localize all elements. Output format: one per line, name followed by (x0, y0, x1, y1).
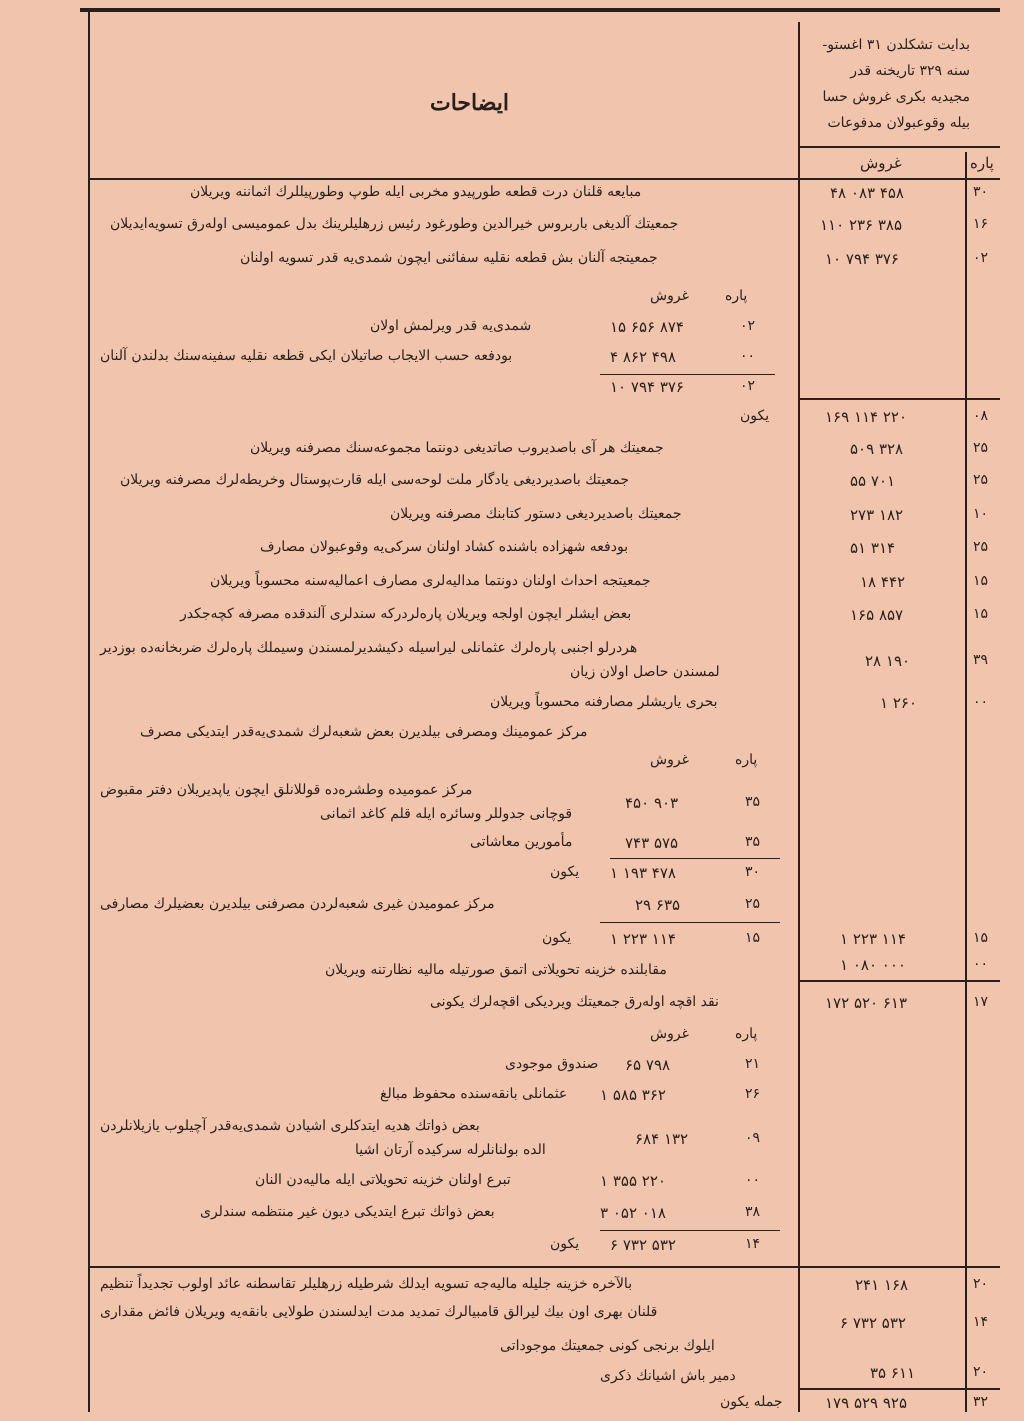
sub1-item-text-continued: قوچانی جدوللر وسائره ایله قلم کاغد اثمانی (320, 806, 573, 822)
row-para: ۱۵ (973, 573, 989, 589)
row-text: بحری یاریشلر مصارفنه محسوباً ویریلان (490, 694, 718, 710)
para-column-rule (965, 152, 967, 1412)
row-amount: ۵۱ ۳۱۴ (850, 539, 896, 557)
sub2-item-para: ۰۹ (745, 1130, 761, 1146)
row-amount: ۲۸ ۱۹۰ (865, 652, 911, 670)
row-para: ۰۲ (973, 250, 989, 266)
transfer-para: ۰۰ (973, 956, 989, 972)
sub1-rule (610, 858, 780, 859)
footer-text: بالآخره خزینه جلیله مالیه‌جه تسویه ایدلك شرطیله زرهلیلر تقاسطنه عائد اولوب تجدیداً تنظیم (100, 1276, 633, 1292)
sub2-item-text: بعض ذواتك هدیه ایتدکلری اشیادن شمدی‌یه‌قدر آچیلوب یازیلانلردن (100, 1118, 480, 1134)
body-top-rule (88, 178, 1000, 180)
sub1-item-kurus: ۷۴۳ ۵۷۵ (625, 834, 679, 852)
row-text: جمعیتجه آلنان بش قطعه نقلیه سفائنی ایچون شمدی‌یه قدر تسویه اولنان (240, 250, 658, 266)
sub-total-para: ۰۲ (740, 378, 756, 394)
row-para: ۰۸ (973, 408, 989, 424)
sub2-item-text: عثمانلی بانقه‌سنده محفوظ مبالغ (380, 1086, 568, 1102)
sub-item-para: ۰۲ (740, 318, 756, 334)
sub1-item-para: ۳۰ (745, 864, 761, 880)
cash-text: نقد اقچه اوله‌رق جمعیتك ویردیکی اقچه‌لرك یکونی (430, 994, 719, 1010)
sub-item-text: بودفعه حسب الایجاب صاتیلان ایکی قطعه نقلیه سفینه‌سنك بدلندن آلنان (100, 348, 513, 364)
row-text: جمعیتك هر آی باصدیروب صاتدیغی دونتما مجموعه‌سنك مصرفنه ویریلان (250, 440, 664, 456)
sub2-item-para: ۲۱ (745, 1056, 761, 1072)
row-amount: ۱۶۹ ۱۱۴ ۲۲۰ (825, 408, 908, 426)
sub1-item-text: مرکز عمومیدن غیری شعبه‌لردن مصرفنی بیلدیرن بعضیلرك مصارفی (100, 896, 495, 912)
row-text: جمعیتجه احداث اولنان دونتما مدالیه‌لری مصارف اعمالیه‌سنه محسوباً ویریلان (210, 573, 651, 589)
transfer-amount: ۱ ۰۸۰ ۰۰۰ (840, 956, 906, 974)
row-amount: ۵۵ ۷۰۱ (850, 472, 896, 490)
sub1-item-text: مرکز عمومیده وطشره‌ده قوللانلق ایچون یاپدیریلان دفتر مقبوض (100, 782, 473, 798)
sub1-total-para: ۱۵ (973, 930, 989, 946)
row-text-continued: لمسندن حاصل اولان زیان (570, 664, 720, 680)
footer-para: ۲۰ (973, 1364, 989, 1380)
subtotal-rule (798, 398, 1000, 400)
grand-total-label: جمله یکون (720, 1394, 783, 1410)
sub2-item-kurus: ۳ ۰۵۲ ۰۱۸ (600, 1204, 666, 1222)
page-title: ایضاحات (430, 90, 510, 116)
row-para: ۰۰ (973, 694, 989, 710)
sub2-col-kurus: غروش (650, 1026, 689, 1042)
header-rule (798, 146, 1000, 148)
sub2-item-kurus: ۱ ۳۵۵ ۲۲۰ (600, 1172, 666, 1190)
row-text: مبایعه قلنان درت قطعه طورپیدو مخربی ایله طوپ وطورپیللرك اثماننه ویریلان (190, 184, 642, 200)
sub1-item-para: ۱۵ (745, 930, 761, 946)
row-text: جمعیتك باصدیردیغی دستور کتابنك مصرفنه ویریلان (390, 506, 682, 522)
sub1-item-kurus: ۱ ۱۹۳ ۴۷۸ (610, 864, 676, 882)
sub2-item-kurus: ۶۵ ۷۹۸ (625, 1056, 671, 1074)
footer-para: ۱۴ (973, 1314, 989, 1330)
sub1-total-amount: ۱ ۲۲۳ ۱۱۴ (840, 930, 906, 948)
row-para: ۲۵ (973, 539, 989, 555)
sub1-rule-2 (600, 922, 780, 923)
sub1-col-para: پاره (735, 752, 758, 768)
footer-amount: ۲۴۱ ۱۶۸ (855, 1276, 909, 1294)
sub1-item-kurus: ۲۹ ۶۳۵ (635, 896, 681, 914)
sub-col-kurus-header: غروش (650, 288, 689, 304)
row-text: بودفعه شهزاده باشنده کشاد اولنان سرکی‌یه وقوعبولان مصارف (260, 539, 629, 555)
para-column-header: پاره (970, 154, 994, 172)
row-amount: ۵۰۹ ۳۲۸ (850, 440, 904, 458)
row-amount: ۲۷۳ ۱۸۲ (850, 506, 904, 524)
row-para: ۱۶ (973, 216, 989, 232)
grand-total-rule (798, 1388, 1000, 1390)
sub2-rule (600, 1230, 780, 1231)
row-amount: ۴۸ ۰۸۳ ۴۵۸ (830, 184, 904, 202)
row-amount: ۱۸ ۴۴۲ (860, 573, 906, 591)
row-amount: ۱ ۲۶۰ (880, 694, 917, 712)
row-text: جمعیتك آلدیغی باربروس خیرالدین وطورغود رئیس زرهلیلرینك بدل عمومیسی اوله‌رق تسویه‌ایدیلان (110, 216, 679, 232)
sub-total-rule (600, 374, 775, 375)
sub1-item-kurus: ۴۵۰ ۹۰۳ (625, 794, 679, 812)
sub1-total-label: یکون (542, 930, 572, 946)
cash-rule (798, 980, 1000, 982)
kurus-column-header: غروش (860, 154, 902, 172)
row-para: ۲۵ (973, 440, 989, 456)
sub-item-para: ۰۰ (740, 348, 756, 364)
row-text: بعض ایشلر ایچون اولجه ویریلان پاره‌لردرکه سندلری آلندقده مصرفه کچه‌جکدر (180, 606, 632, 622)
amount-header-line-3: مجیدیه بکری غروش حسا (822, 89, 970, 105)
left-margin-rule (88, 12, 90, 1412)
grand-total-para: ۳۲ (973, 1394, 989, 1410)
row-text: هردرلو اجنبی پاره‌لرك عثمانلی لیراسیله دکیشدیرلمسندن وسیملك پاره‌لرك ضربخانه‌ده بوزدیر (100, 640, 638, 656)
sub2-item-para: ۲۶ (745, 1086, 761, 1102)
row-amount: ۱۱۰ ۲۳۶ ۳۸۵ (820, 216, 903, 234)
grand-total-amount: ۱۷۹ ۵۲۹ ۹۲۵ (825, 1394, 908, 1412)
amount-header-line-1: بدایت تشکلدن ۳۱ اغستو- (822, 37, 970, 53)
sub1-item-para: ۲۵ (745, 896, 761, 912)
sub2-item-para: ۱۴ (745, 1236, 761, 1252)
sub2-total-label: یکون (550, 1236, 580, 1252)
footer-text: قلنان بهری اون بیك لیرالق قامبیالرك تمدید مدت ایدلسندن طولایی بانقه‌یه ویریلان فائض مقداری (100, 1304, 658, 1320)
sub1-col-kurus: غروش (650, 752, 689, 768)
row-para: ۱۵ (973, 606, 989, 622)
sub2-item-kurus: ۱ ۵۸۵ ۳۶۲ (600, 1086, 666, 1104)
sub2-item-kurus: ۶ ۷۳۲ ۵۳۲ (610, 1236, 676, 1254)
amount-column-rule (798, 22, 800, 1412)
sub2-item-para: ۰۰ (745, 1172, 761, 1188)
sub2-item-text: بعض ذواتك تبرع ایتدیکی دیون غیر منتظمه سندلری (200, 1204, 495, 1220)
row-para: ۲۵ (973, 472, 989, 488)
row-amount: ۱۰ ۷۹۴ ۳۷۶ (825, 250, 899, 268)
sub2-item-kurus: ۶۸۴ ۱۳۲ (635, 1130, 689, 1148)
sub2-item-text: تبرع اولنان خزینه تحویلاتی ایله مالیه‌دن النان (255, 1172, 511, 1188)
sub-item-kurus: ۱۵ ۶۵۶ ۸۷۴ (610, 318, 684, 336)
footer-amount: ۳۵ ۶۱۱ (870, 1364, 916, 1382)
sub1-item-text: مأمورین معاشاتی (470, 834, 573, 850)
sub-item-kurus: ۴ ۸۶۲ ۴۹۸ (610, 348, 676, 366)
cash-amount: ۱۷۲ ۵۲۰ ۶۱۳ (825, 994, 908, 1012)
sub2-item-para: ۳۸ (745, 1204, 761, 1220)
footer-text: ایلوك برنجی کونی جمعیتك موجوداتی (500, 1338, 715, 1354)
amount-header-line-4: بیله وقوعبولان مدفوعات (827, 115, 970, 131)
footer-rule (88, 1266, 1000, 1268)
sub2-item-text-continued: الده بولنانلرله سرکیده آرتان اشیا (355, 1142, 546, 1158)
sub-item-text: شمدی‌یه قدر ویرلمش اولان (370, 318, 532, 334)
sub1-item-kurus: ۱ ۲۲۳ ۱۱۴ (610, 930, 676, 948)
sub1-total-label: یکون (550, 864, 580, 880)
cash-para: ۱۷ (973, 994, 989, 1010)
row-amount: ۱۶۵ ۸۵۷ (850, 606, 904, 624)
amount-header-line-2: سنه ۳۲۹ تاریخنه قدر (850, 63, 970, 79)
row-para: ۱۰ (973, 506, 989, 522)
sub1-heading: مرکز عمومینك ومصرفی بیلدیرن بعض شعبه‌لرك شمدی‌یه‌قدر ایتدیکی مصرف (140, 724, 588, 740)
footer-amount: ۶ ۷۳۲ ۵۳۲ (840, 1314, 906, 1332)
sub2-col-para: پاره (735, 1026, 758, 1042)
ledger-page (80, 8, 1000, 1412)
sub2-item-text: صندوق موجودی (505, 1056, 599, 1072)
transfer-text: مقابلنده خزینه تحویلاتی اتمق صورتیله مالیه نظارتنه ویریلان (325, 962, 667, 978)
row-text: یکون (740, 408, 770, 424)
row-para: ۳۰ (973, 184, 989, 200)
footer-text: دمیر باش اشیانك ذکری (600, 1368, 736, 1384)
sub1-item-para: ۳۵ (745, 794, 761, 810)
footer-para: ۲۰ (973, 1276, 989, 1292)
sub-col-para-header: پاره (725, 288, 748, 304)
row-text: جمعیتك باصدیردیغی یادگار ملت لوحه‌سی ایله قارت‌پوستال وخریطه‌لرك مصرفنه ویریلان (120, 472, 630, 488)
sub1-item-para: ۳۵ (745, 834, 761, 850)
sub-total-kurus: ۱۰ ۷۹۴ ۳۷۶ (610, 378, 684, 396)
row-para: ۳۹ (973, 652, 989, 668)
